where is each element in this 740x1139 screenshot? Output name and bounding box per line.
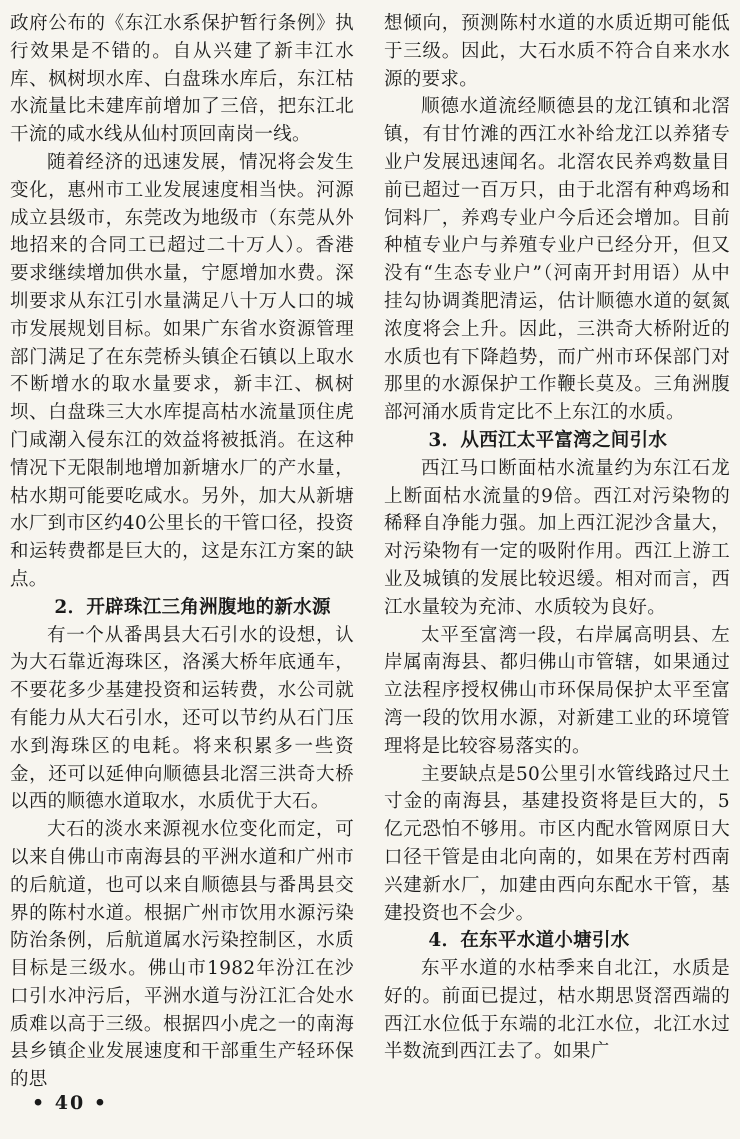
section-heading: 2．开辟珠江三角洲腹地的新水源: [54, 596, 331, 618]
paragraph: 顺德水道流经顺德县的龙江镇和北滘镇，有甘竹滩的西江水补给龙江以养猪专业户发展迅速闻名。北滘农民养鸡数量目前已超过一百万只，由于北滘有种鸡场和饲料厂，养鸡专业户今后还会增加。目前种植专业户与养殖专业户已经分开，但又没有“生态专业户”（河南开封用语）从中挂勾协调粪肥清运，估计顺德水道的氨氮浓度将会上升。因此，三洪奇大桥附近的水质也有下降趋势，而广州市环保部门对那里的水源保护工作鞭长莫及。三角洲腹部河涌水质肯定比不上东江的水质。: [384, 96, 730, 424]
right-column: [384, 10, 730, 1066]
paragraph: 太平至富湾一段，右岸属高明县、左岸属南海县、都归佛山市管辖，如果通过立法程序授权佛山市环保局保护太平至富湾一段的饮用水源，对新建工业的环境管理将是比较容易落实的。: [384, 624, 730, 757]
left-column: [10, 10, 354, 1094]
paragraph: 政府公布的《东江水系保护暂行条例》执行效果是不错的。自从兴建了新丰江水库、枫树坝水库、白盘珠水库后，东江枯水流量比未建库前增加了三倍，把东江北干流的咸水线从仙村顶回南岗一线。: [10, 13, 354, 146]
paragraph: 想倾向，预测陈村水道的水质近期可能低于三级。因此，大石水质不符合自来水水源的要求。: [384, 13, 730, 90]
section-heading: 4．在东平水道小塘引水: [428, 930, 630, 952]
page-number: • 40 •: [32, 1092, 108, 1114]
paragraph: 西江马口断面枯水流量约为东江石龙上断面枯水流量的9倍。西江对污染物的稀释自净能力强。加上西江泥沙含量大，对污染物有一定的吸附作用。西江上游工业及城镇的发展比较迟缓。相对而言，西江水量较为充沛、水质较为良好。: [384, 457, 730, 618]
paragraph: 有一个从番禺县大石引水的设想，认为大石靠近海珠区，洛溪大桥年底通车，不要花多少基建投资和运转费，水公司就有能力从大石引水，还可以节约从石门压水到海珠区的电耗。将来积累多一些资金，还可以延伸向顺德县北滘三洪奇大桥以西的顺德水道取水，水质优于大石。: [10, 624, 354, 813]
paragraph: 随着经济的迅速发展，情况将会发生变化，惠州市工业发展速度相当快。河源成立县级市，东莞改为地级市（东莞从外地招来的合同工已超过二十万人）。香港要求继续增加供水量，宁愿增加水费。深圳要求从东江引水量满足八十万人口的城市发展规划目标。如果广东省水资源管理部门满足了在东莞桥头镇企石镇以上取水不断增水的取水量要求，新丰江、枫树坝、白盘珠三大水库提高枯水流量顶住虎门咸潮入侵东江的效益将被抵消。在这种情况下无限制地增加新塘水厂的产水量，枯水期可能要吃咸水。另外，加大从新塘水厂到市区约40公里长的干管口径，投资和运转费都是巨大的，这是东江方案的缺点。: [10, 151, 354, 590]
section-heading: 3．从西江太平富湾之间引水: [428, 429, 668, 451]
paragraph: 主要缺点是50公里引水管线路过尺土寸金的南海县，基建投资将是巨大的，5亿元恐怕不够用。市区内配水管网原日大口径干管是由北向南的，如果在芳村西南兴建新水厂，加建由西向东配水干管，基建投资也不会少。: [384, 763, 730, 924]
paragraph: 东平水道的水枯季来自北江，水质是好的。前面已提过，枯水期思贤滘西端的西江水位低于东端的北江水位，北江水过半数流到西江去了。如果广: [384, 958, 730, 1063]
paragraph: 大石的淡水来源视水位变化而定，可以来自佛山市南海县的平洲水道和广州市的后航道，也可以来自顺德县与番禺县交界的陈村水道。根据广州市饮用水源污染防治条例，后航道属水污染控制区，水质目标是三级水。佛山市1982年汾江在沙口引水冲污后，平洲水道与汾江汇合处水质难以高于三级。根据四小虎之一的南海县乡镇企业发展速度和干部重生产轻环保的思: [10, 819, 354, 1091]
